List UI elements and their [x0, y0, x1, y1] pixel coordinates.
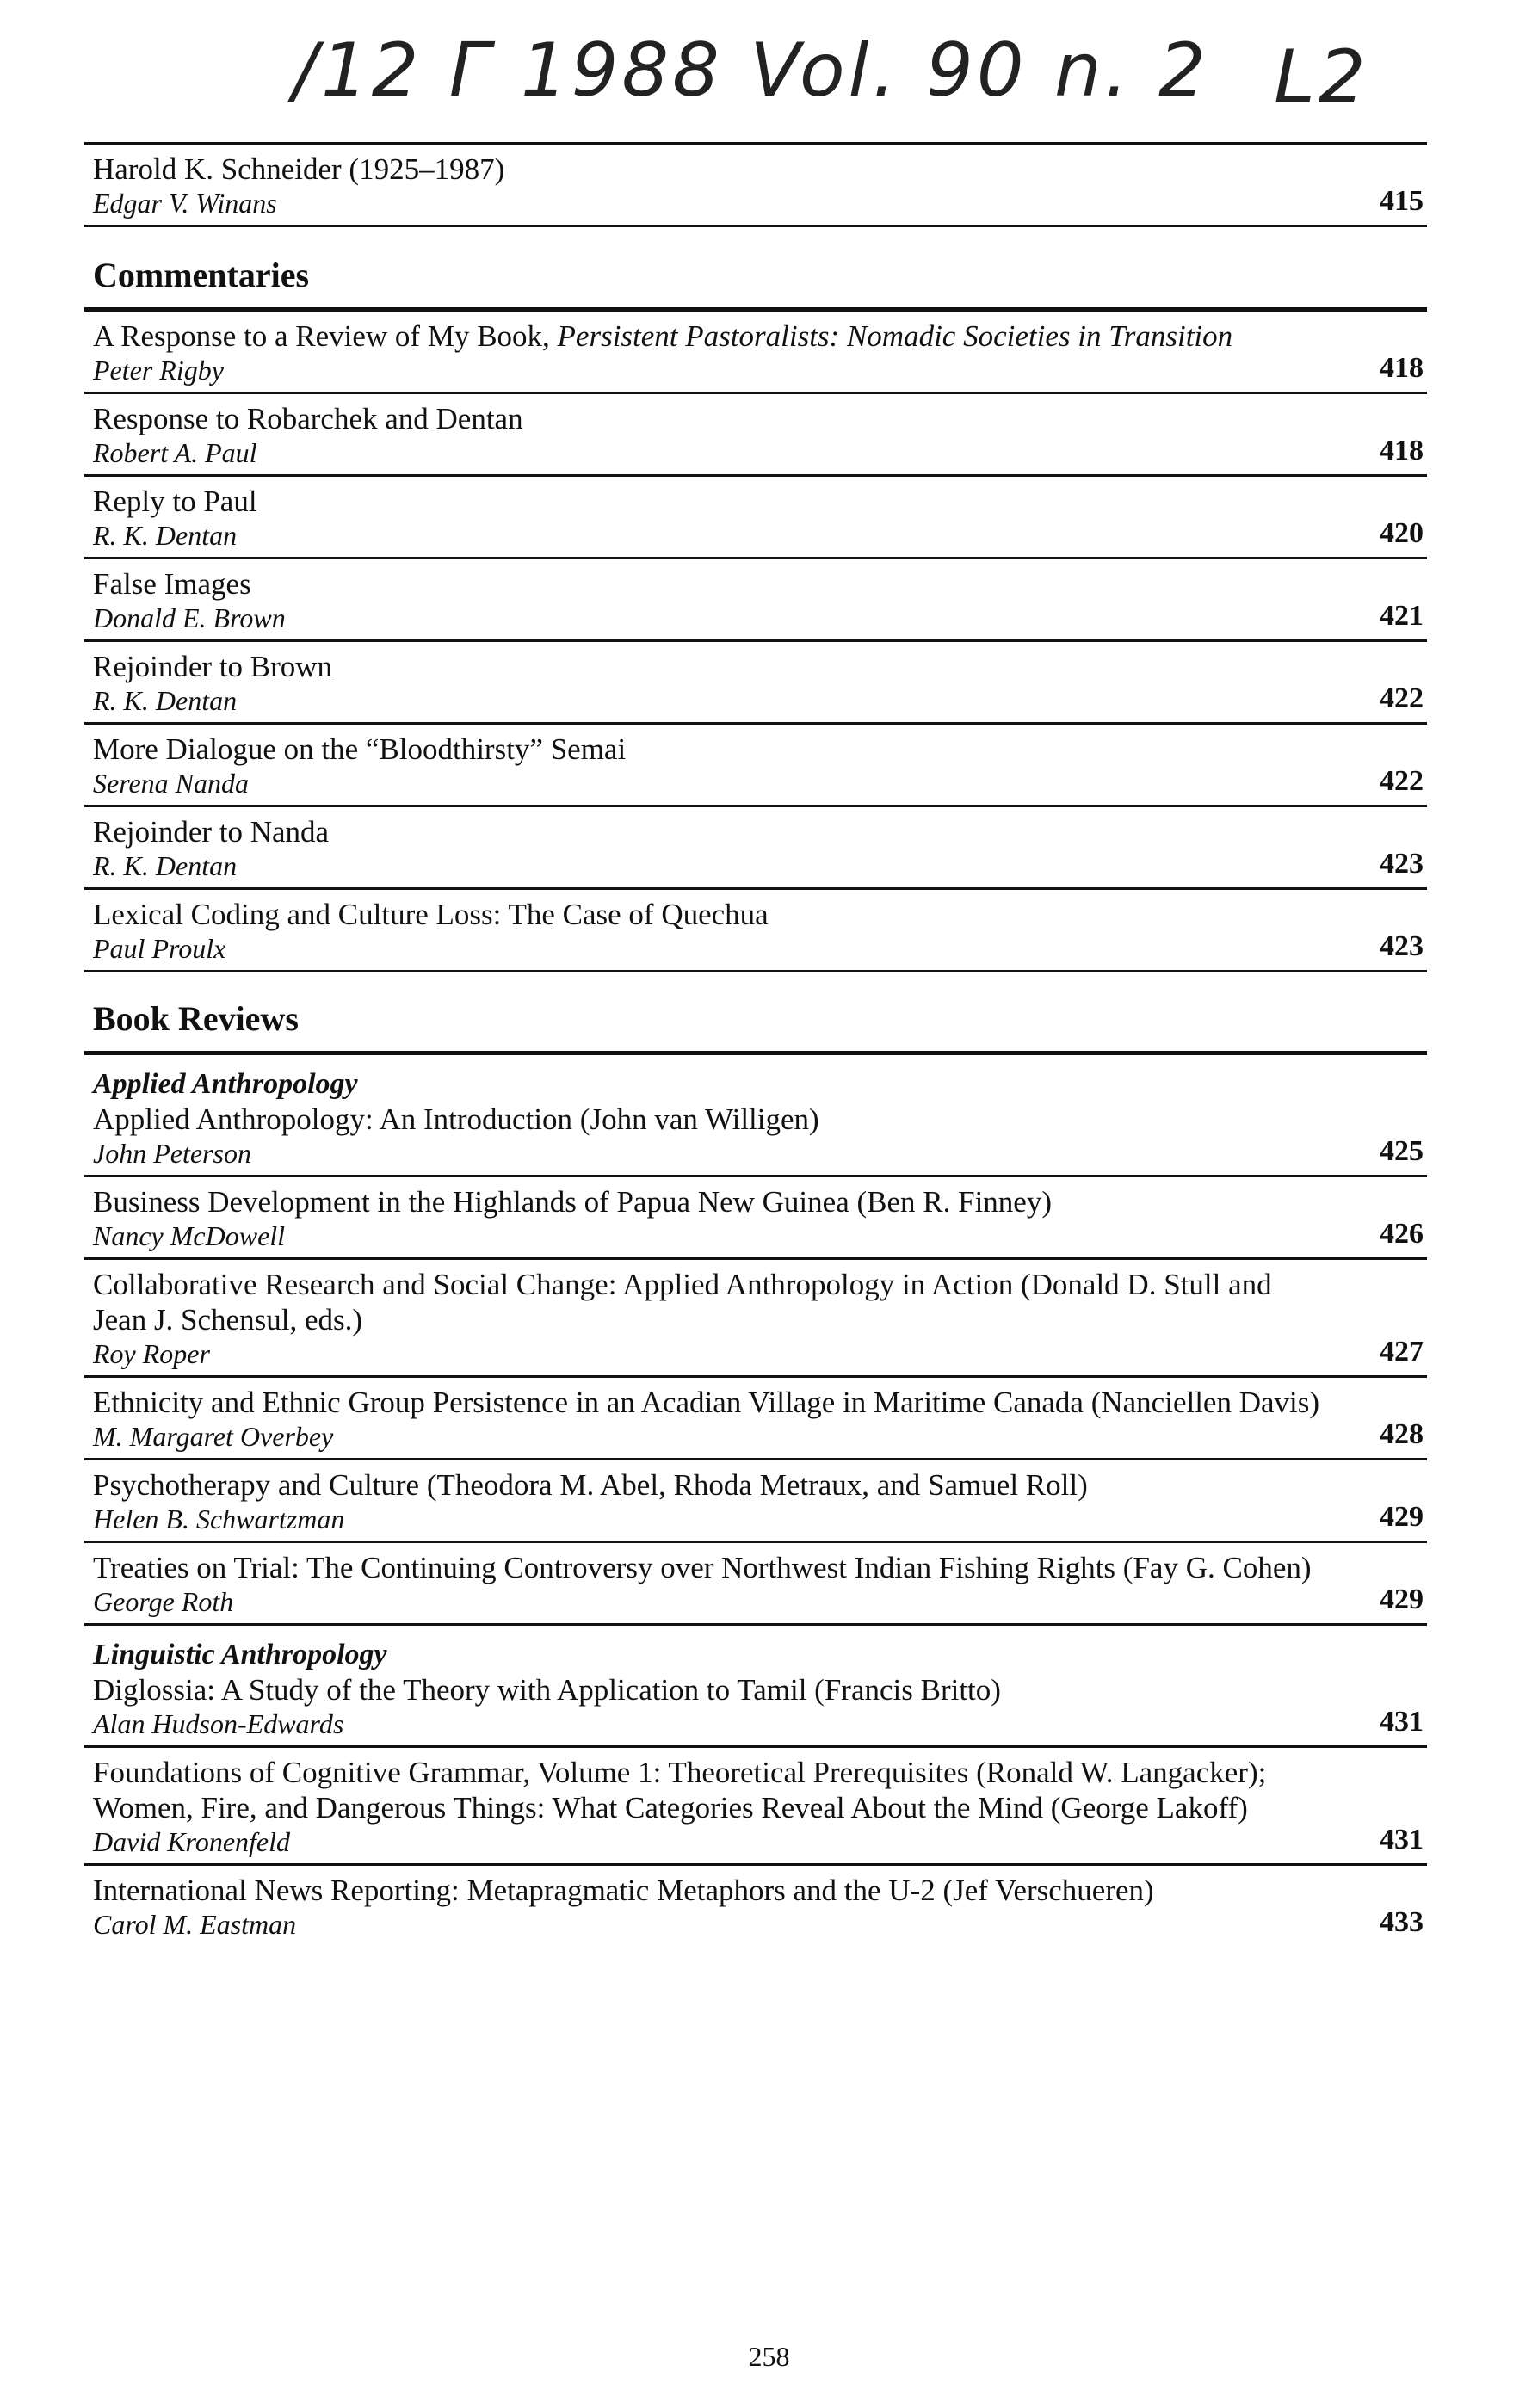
- toc-entry: [84, 1460, 1427, 1543]
- linguistic-anthropology-list: [84, 1672, 1427, 1946]
- entry-page: 415: [1380, 185, 1424, 217]
- entry-author: Edgar V. Winans: [93, 188, 277, 219]
- toc-entry: [84, 1177, 1427, 1260]
- entry-title-text: Foundations of Cognitive Grammar, Volume 1: Theoretical Prerequisites (Ronald W. Langacker); Women, Fire, and Dangerous Things: What Categories Reveal About the Mind (George Lakoff): [93, 1756, 1267, 1825]
- entry-title: [93, 1267, 1427, 1337]
- toc-entry: [84, 1543, 1427, 1626]
- section-heading-book-reviews: Book Reviews: [84, 979, 1427, 1055]
- entry-page: 431: [1380, 1706, 1424, 1738]
- entry-author: Paul Proulx: [93, 933, 226, 964]
- entry-title-text: Rejoinder to Brown: [93, 650, 333, 683]
- entry-title: [93, 1873, 1427, 1908]
- toc-entry: [84, 1748, 1427, 1866]
- applied-anthropology-list: [84, 1102, 1427, 1626]
- entry-title-text: A Response to a Review of My Book,: [93, 319, 558, 353]
- entry-author: Donald E. Brown: [93, 602, 286, 633]
- toc-entry: [84, 1260, 1427, 1378]
- entry-page: 422: [1380, 682, 1424, 714]
- toc-entry: [84, 312, 1427, 394]
- entry-author: Robert A. Paul: [93, 437, 257, 468]
- entry-title: [93, 484, 1427, 519]
- entry-title: [93, 318, 1427, 354]
- entry-title-text: Psychotherapy and Culture (Theodora M. Abel, Rhoda Metraux, and Samuel Roll): [93, 1468, 1088, 1502]
- entry-author: Alan Hudson-Edwards: [93, 1708, 344, 1739]
- toc-entry: [84, 1102, 1427, 1177]
- entry-page: 429: [1380, 1584, 1424, 1615]
- entry-author: George Roth: [93, 1586, 234, 1617]
- entry-author: Serena Nanda: [93, 768, 250, 799]
- entry-page: 433: [1380, 1906, 1424, 1938]
- entry-page: 423: [1380, 930, 1424, 962]
- subsection-heading-linguistic: Linguistic Anthropology: [93, 1639, 387, 1670]
- toc-entry: [84, 145, 1427, 227]
- commentaries-list: [84, 312, 1427, 972]
- subsection-heading-applied: Applied Anthropology: [93, 1068, 358, 1100]
- entry-title: [93, 1550, 1427, 1585]
- entry-page: 420: [1380, 517, 1424, 549]
- entry-title: [93, 1385, 1427, 1420]
- entry-page: 427: [1380, 1336, 1424, 1368]
- toc-entry: [84, 394, 1427, 477]
- entry-title: [93, 649, 1427, 684]
- entry-title-text: Ethnicity and Ethnic Group Persistence in an Acadian Village in Maritime Canada (Nanciellen Davis): [93, 1386, 1320, 1419]
- entry-title-text: Response to Robarchek and Dentan: [93, 402, 523, 435]
- entry-author: R. K. Dentan: [93, 520, 238, 551]
- entry-page: 425: [1380, 1135, 1424, 1167]
- toc-entry: [84, 559, 1427, 642]
- entry-title: [93, 566, 1427, 602]
- toc-entry: [84, 890, 1427, 972]
- toc-entry: [84, 725, 1427, 807]
- entry-title-text: Collaborative Research and Social Change: Applied Anthropology in Action (Donald D. Stull and Jean J. Schensul, eds.): [93, 1268, 1272, 1337]
- handwritten-annotation: [293, 28, 1437, 148]
- entry-title-text: Applied Anthropology: An Introduction (John van Willigen): [93, 1102, 819, 1136]
- entry-author: R. K. Dentan: [93, 685, 238, 716]
- handwritten-corner-mark: L2: [1274, 34, 1369, 120]
- section-heading-commentaries: Commentaries: [84, 236, 1427, 312]
- toc-entry: [84, 1866, 1427, 1946]
- entry-title: [93, 1755, 1427, 1825]
- entry-title-text: Business Development in the Highlands of Papua New Guinea (Ben R. Finney): [93, 1185, 1052, 1219]
- toc-entry: [84, 642, 1427, 725]
- entry-author: David Kronenfeld: [93, 1826, 290, 1857]
- entry-title: [93, 897, 1427, 932]
- toc-entry: [84, 1378, 1427, 1460]
- toc-entry: [84, 807, 1427, 890]
- entry-author: Peter Rigby: [93, 355, 224, 386]
- entry-author: Carol M. Eastman: [93, 1909, 297, 1940]
- entry-author: Helen B. Schwartzman: [93, 1503, 345, 1534]
- entry-title-text: Treaties on Trial: The Continuing Controversy over Northwest Indian Fishing Rights (Fay G. Cohen): [93, 1551, 1312, 1584]
- entry-page: 431: [1380, 1824, 1424, 1855]
- entry-title-italic: Persistent Pastoralists: Nomadic Societies in Transition: [557, 319, 1233, 353]
- entry-page: 429: [1380, 1501, 1424, 1533]
- entry-title-text: Rejoinder to Nanda: [93, 815, 330, 849]
- entry-page: 423: [1380, 848, 1424, 880]
- entry-title: [93, 1672, 1427, 1707]
- entry-author: R. K. Dentan: [93, 850, 238, 881]
- entry-author: M. Margaret Overbey: [93, 1421, 334, 1452]
- entry-page: 426: [1380, 1218, 1424, 1250]
- entry-title: [93, 732, 1427, 767]
- entry-title: [93, 814, 1427, 849]
- entry-author: John Peterson: [93, 1138, 251, 1169]
- entry-title-text: International News Reporting: Metapragmatic Metaphors and the U-2 (Jef Verschueren): [93, 1874, 1154, 1907]
- entry-title-text: More Dialogue on the “Bloodthirsty” Semai: [93, 732, 627, 766]
- entry-title-text: Lexical Coding and Culture Loss: The Case of Quechua: [93, 898, 769, 931]
- entry-title: [93, 1184, 1427, 1219]
- page-number: 258: [748, 2341, 790, 2372]
- entry-title: [93, 401, 1427, 436]
- entry-page: 418: [1380, 352, 1424, 384]
- entry-author: Roy Roper: [93, 1338, 210, 1369]
- handwritten-citation: /12 Γ 1988 Vol. 90 n. 2: [293, 28, 1209, 114]
- toc-entry: [84, 1672, 1427, 1748]
- table-of-contents: [84, 142, 1427, 1946]
- entry-page: 422: [1380, 765, 1424, 797]
- entry-title-text: False Images: [93, 567, 251, 601]
- entry-title: Harold K. Schneider (1925–1987): [93, 152, 505, 186]
- entry-title: [93, 1102, 1427, 1137]
- entry-page: 428: [1380, 1418, 1424, 1450]
- toc-entry: [84, 477, 1427, 559]
- entry-author: Nancy McDowell: [93, 1220, 286, 1251]
- entry-page: 421: [1380, 600, 1424, 632]
- entry-title-text: Reply to Paul: [93, 485, 257, 518]
- entry-title: [93, 1467, 1427, 1503]
- entry-title-text: Diglossia: A Study of the Theory with Application to Tamil (Francis Britto): [93, 1673, 1001, 1707]
- entry-page: 418: [1380, 435, 1424, 466]
